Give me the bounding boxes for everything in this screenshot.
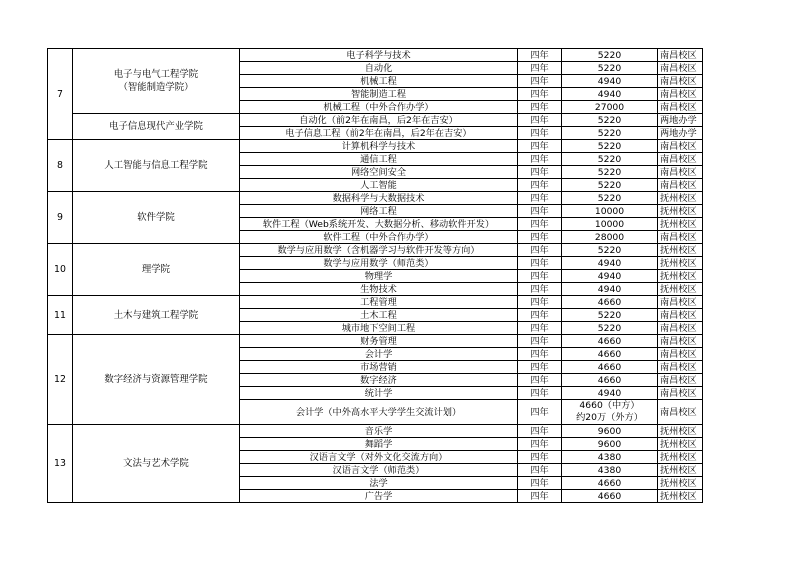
tuition-fee: 5220 — [562, 192, 658, 205]
tuition-fee: 4660 — [562, 477, 658, 490]
major-name: 市场营销 — [240, 361, 518, 374]
major-name: 广告学 — [240, 490, 518, 503]
tuition-fee: 4940 — [562, 257, 658, 270]
program-duration: 四年 — [518, 88, 562, 101]
group-number: 8 — [48, 140, 73, 192]
tuition-fee: 5220 — [562, 127, 658, 140]
college-name: 电子信息现代产业学院 — [73, 114, 240, 140]
campus-name: 抚州校区 — [658, 438, 703, 451]
college-name: 人工智能与信息工程学院 — [73, 140, 240, 192]
program-duration: 四年 — [518, 101, 562, 114]
table-row — [48, 140, 703, 153]
campus-name: 抚州校区 — [658, 490, 703, 503]
major-name: 通信工程 — [240, 153, 518, 166]
program-duration: 四年 — [518, 62, 562, 75]
tuition-fee: 5220 — [562, 153, 658, 166]
campus-name: 南昌校区 — [658, 75, 703, 88]
major-name: 统计学 — [240, 387, 518, 400]
campus-name: 南昌校区 — [658, 322, 703, 335]
group-number: 13 — [48, 425, 73, 503]
tuition-fee: 5220 — [562, 322, 658, 335]
tuition-fee: 10000 — [562, 205, 658, 218]
table-row — [48, 425, 703, 438]
enrollment-table — [47, 48, 703, 503]
campus-name: 南昌校区 — [658, 400, 703, 425]
tuition-fee: 10000 — [562, 218, 658, 231]
campus-name: 抚州校区 — [658, 192, 703, 205]
tuition-fee: 4660 — [562, 361, 658, 374]
campus-name: 南昌校区 — [658, 361, 703, 374]
campus-name: 南昌校区 — [658, 88, 703, 101]
campus-name: 抚州校区 — [658, 425, 703, 438]
table-row — [48, 244, 703, 257]
table-row — [48, 192, 703, 205]
tuition-fee: 4940 — [562, 387, 658, 400]
campus-name: 南昌校区 — [658, 153, 703, 166]
major-name: 人工智能 — [240, 179, 518, 192]
major-name: 数据科学与大数据技术 — [240, 192, 518, 205]
tuition-fee: 4940 — [562, 75, 658, 88]
tuition-fee: 5220 — [562, 179, 658, 192]
college-name: 软件学院 — [73, 192, 240, 244]
program-duration: 四年 — [518, 296, 562, 309]
program-duration: 四年 — [518, 192, 562, 205]
major-name: 数学与应用数学（师范类） — [240, 257, 518, 270]
tuition-fee: 5220 — [562, 49, 658, 62]
major-name: 电子信息工程（前2年在南昌，后2年在吉安） — [240, 127, 518, 140]
major-name: 汉语言文学（师范类） — [240, 464, 518, 477]
group-number: 7 — [48, 49, 73, 140]
program-duration: 四年 — [518, 244, 562, 257]
campus-name: 南昌校区 — [658, 348, 703, 361]
tuition-fee: 27000 — [562, 101, 658, 114]
campus-name: 南昌校区 — [658, 49, 703, 62]
tuition-fee: 5220 — [562, 62, 658, 75]
campus-name: 两地办学 — [658, 127, 703, 140]
tuition-fee: 28000 — [562, 231, 658, 244]
major-name: 舞蹈学 — [240, 438, 518, 451]
tuition-fee: 5220 — [562, 244, 658, 257]
group-number: 11 — [48, 296, 73, 335]
college-name: 土木与建筑工程学院 — [73, 296, 240, 335]
campus-name: 两地办学 — [658, 114, 703, 127]
major-name: 自动化 — [240, 62, 518, 75]
tuition-fee: 4940 — [562, 88, 658, 101]
enrollment-table-body — [48, 49, 703, 503]
major-name: 软件工程（Web系统开发、大数据分析、移动软件开发） — [240, 218, 518, 231]
college-name: 文法与艺术学院 — [73, 425, 240, 503]
campus-name: 抚州校区 — [658, 477, 703, 490]
program-duration: 四年 — [518, 361, 562, 374]
campus-name: 抚州校区 — [658, 257, 703, 270]
program-duration: 四年 — [518, 477, 562, 490]
tuition-fee: 9600 — [562, 425, 658, 438]
major-name: 网络空间安全 — [240, 166, 518, 179]
program-duration: 四年 — [518, 166, 562, 179]
tuition-fee: 4940 — [562, 270, 658, 283]
program-duration: 四年 — [518, 400, 562, 425]
program-duration: 四年 — [518, 387, 562, 400]
program-duration: 四年 — [518, 322, 562, 335]
table-row — [48, 114, 703, 127]
tuition-fee: 4660 — [562, 348, 658, 361]
program-duration: 四年 — [518, 490, 562, 503]
campus-name: 南昌校区 — [658, 179, 703, 192]
program-duration: 四年 — [518, 75, 562, 88]
campus-name: 南昌校区 — [658, 335, 703, 348]
major-name: 土木工程 — [240, 309, 518, 322]
major-name: 机械工程（中外合作办学） — [240, 101, 518, 114]
campus-name: 抚州校区 — [658, 464, 703, 477]
program-duration: 四年 — [518, 127, 562, 140]
major-name: 会计学 — [240, 348, 518, 361]
program-duration: 四年 — [518, 309, 562, 322]
campus-name: 南昌校区 — [658, 374, 703, 387]
group-number: 12 — [48, 335, 73, 425]
major-name: 法学 — [240, 477, 518, 490]
campus-name: 南昌校区 — [658, 62, 703, 75]
tuition-fee: 4380 — [562, 451, 658, 464]
campus-name: 南昌校区 — [658, 296, 703, 309]
program-duration: 四年 — [518, 49, 562, 62]
major-name: 音乐学 — [240, 425, 518, 438]
major-name: 汉语言文学（对外文化交流方向） — [240, 451, 518, 464]
major-name: 网络工程 — [240, 205, 518, 218]
program-duration: 四年 — [518, 348, 562, 361]
program-duration: 四年 — [518, 464, 562, 477]
major-name: 自动化（前2年在南昌，后2年在吉安） — [240, 114, 518, 127]
campus-name: 抚州校区 — [658, 205, 703, 218]
major-name: 财务管理 — [240, 335, 518, 348]
program-duration: 四年 — [518, 231, 562, 244]
major-name: 计算机科学与技术 — [240, 140, 518, 153]
major-name: 数学与应用数学（含机器学习与软件开发等方向） — [240, 244, 518, 257]
table-row — [48, 296, 703, 309]
program-duration: 四年 — [518, 205, 562, 218]
program-duration: 四年 — [518, 283, 562, 296]
tuition-fee: 5220 — [562, 114, 658, 127]
table-row — [48, 49, 703, 62]
college-name: 数字经济与资源管理学院 — [73, 335, 240, 425]
tuition-fee: 4660 — [562, 296, 658, 309]
program-duration: 四年 — [518, 114, 562, 127]
campus-name: 南昌校区 — [658, 309, 703, 322]
tuition-fee: 4660（中方） 约20万（外方） — [562, 400, 658, 425]
program-duration: 四年 — [518, 218, 562, 231]
campus-name: 南昌校区 — [658, 140, 703, 153]
college-name: 电子与电气工程学院 （智能制造学院） — [73, 49, 240, 114]
program-duration: 四年 — [518, 374, 562, 387]
campus-name: 南昌校区 — [658, 101, 703, 114]
campus-name: 南昌校区 — [658, 166, 703, 179]
tuition-fee: 9600 — [562, 438, 658, 451]
tuition-fee: 5220 — [562, 166, 658, 179]
campus-name: 南昌校区 — [658, 231, 703, 244]
tuition-fee: 4660 — [562, 335, 658, 348]
group-number: 10 — [48, 244, 73, 296]
tuition-fee: 5220 — [562, 309, 658, 322]
tuition-fee: 4940 — [562, 283, 658, 296]
major-name: 工程管理 — [240, 296, 518, 309]
program-duration: 四年 — [518, 438, 562, 451]
campus-name: 南昌校区 — [658, 387, 703, 400]
major-name: 智能制造工程 — [240, 88, 518, 101]
program-duration: 四年 — [518, 257, 562, 270]
tuition-fee: 5220 — [562, 140, 658, 153]
tuition-fee: 4660 — [562, 374, 658, 387]
program-duration: 四年 — [518, 425, 562, 438]
group-number: 9 — [48, 192, 73, 244]
program-duration: 四年 — [518, 179, 562, 192]
major-name: 会计学（中外高水平大学学生交流计划） — [240, 400, 518, 425]
tuition-fee: 4660 — [562, 490, 658, 503]
major-name: 软件工程（中外合作办学） — [240, 231, 518, 244]
table-row — [48, 335, 703, 348]
program-duration: 四年 — [518, 153, 562, 166]
program-duration: 四年 — [518, 335, 562, 348]
major-name: 数字经济 — [240, 374, 518, 387]
campus-name: 抚州校区 — [658, 270, 703, 283]
major-name: 生物技术 — [240, 283, 518, 296]
program-duration: 四年 — [518, 140, 562, 153]
major-name: 电子科学与技术 — [240, 49, 518, 62]
program-duration: 四年 — [518, 270, 562, 283]
college-name: 理学院 — [73, 244, 240, 296]
campus-name: 抚州校区 — [658, 451, 703, 464]
program-duration: 四年 — [518, 451, 562, 464]
campus-name: 抚州校区 — [658, 218, 703, 231]
campus-name: 抚州校区 — [658, 244, 703, 257]
major-name: 城市地下空间工程 — [240, 322, 518, 335]
major-name: 机械工程 — [240, 75, 518, 88]
campus-name: 抚州校区 — [658, 283, 703, 296]
tuition-fee: 4380 — [562, 464, 658, 477]
major-name: 物理学 — [240, 270, 518, 283]
